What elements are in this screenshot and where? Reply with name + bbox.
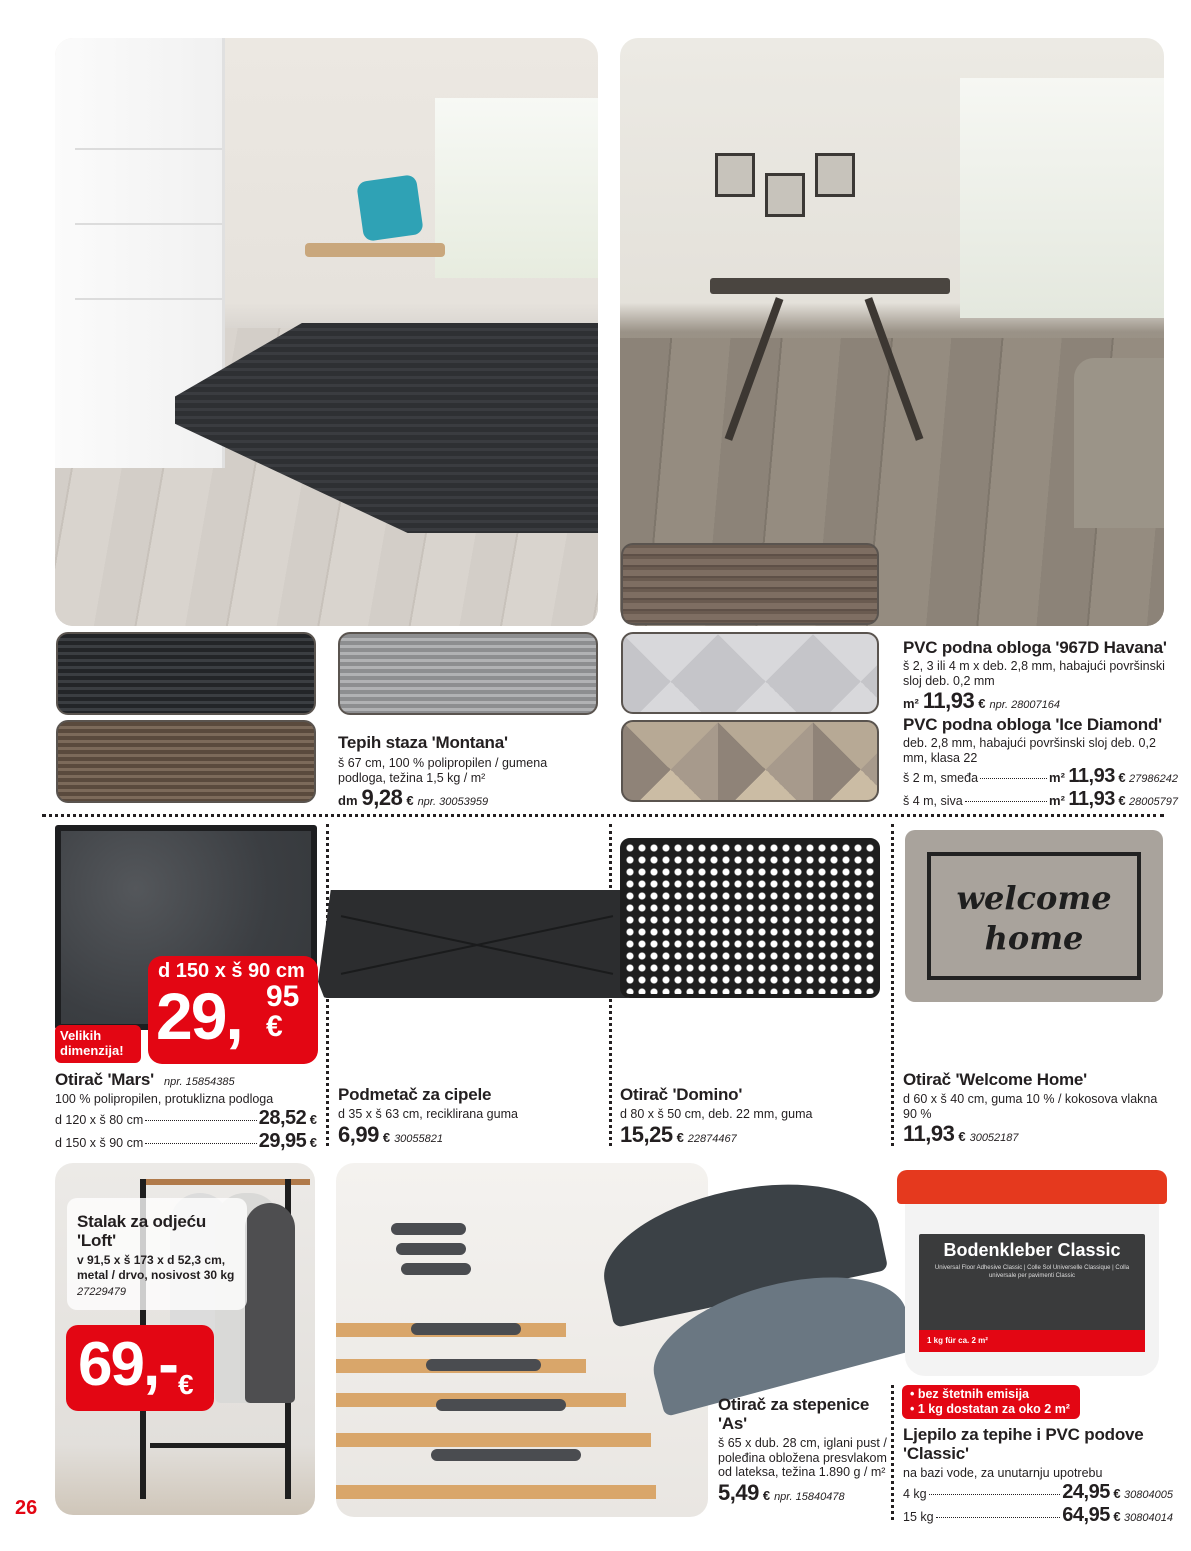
- product-desc: š 2, 3 ili 4 m x deb. 2,8 mm, habajući površinski sloj deb. 0,2 mm: [903, 659, 1165, 688]
- product-code: npr. 28007164: [989, 699, 1061, 711]
- mars-info: [55, 1070, 317, 1153]
- product-title: PVC podna obloga '967D Havana': [903, 638, 1167, 657]
- product-title: Otirač 'Domino': [620, 1085, 743, 1104]
- price-line: m² 11,93 € npr. 28007164: [903, 688, 1061, 713]
- product-desc: d 80 x š 50 cm, deb. 22 mm, guma: [620, 1107, 813, 1121]
- hallway-photo: [55, 38, 598, 626]
- wall-picture: [815, 153, 855, 197]
- product-code: npr. 30053959: [417, 796, 489, 808]
- loft-info: [67, 1198, 247, 1310]
- product-title: Ljepilo za tepihe i PVC podove 'Classic': [903, 1425, 1144, 1463]
- large-size-badge: Velikih dimenzija!: [55, 1025, 141, 1063]
- product-title: Otirač za stepenice 'As': [718, 1395, 870, 1433]
- product-title: Otirač 'Mars': [55, 1070, 155, 1089]
- product-desc: d 35 x š 63 cm, reciklirana guma: [338, 1107, 518, 1121]
- domino-mat-image: [620, 838, 880, 998]
- wall-picture: [715, 153, 755, 197]
- montana-info: [338, 733, 593, 811]
- price-line: dm 9,28 € npr. 30053959: [338, 785, 489, 810]
- price: 11,93: [903, 1121, 955, 1146]
- ice-diamond-swatch-grey: [621, 632, 879, 714]
- product-code: 27229479: [77, 1286, 126, 1298]
- price-badge-mars: d 150 x š 90 cm 29, 95 €: [148, 956, 318, 1064]
- product-title: Podmetač za cipele: [338, 1085, 492, 1104]
- product-desc: na bazi vode, za unutarnju upotrebu: [903, 1466, 1103, 1480]
- bucket-brand: Bodenkleber Classic: [943, 1240, 1121, 1260]
- price-badge-loft: 69,- €: [66, 1325, 214, 1411]
- bucket-lid: [897, 1170, 1167, 1204]
- product-desc: š 67 cm, 100 % polipropilen / gumena podloga, težina 1,5 kg / m²: [338, 756, 548, 785]
- domino-info: Otirač 'Domino' d 80 x š 50 cm, deb. 22 mm, guma 15,25 € 22874467: [620, 1085, 880, 1148]
- price: 5,49: [718, 1479, 759, 1505]
- divider: [42, 814, 1164, 817]
- product-desc: deb. 2,8 mm, habajući površinski sloj deb. 0,2 mm, klasa 22: [903, 736, 1156, 765]
- wooden-bench: [305, 243, 445, 257]
- price: 6,99: [338, 1121, 379, 1147]
- montana-swatch-black: [56, 632, 316, 715]
- product-desc: 100 % polipropilen, protuklizna podloga: [55, 1092, 274, 1106]
- price: 15,25: [620, 1121, 673, 1147]
- stair-mat-info: Otirač za stepenice 'As' š 65 x dub. 28 cm, iglani pust / poleđina obložena presvlakom od lateksa, težina 1.890 g / m² 5,49 € npr. 15840478: [718, 1395, 887, 1505]
- divider: [891, 1385, 894, 1520]
- shoe-tray-image: [318, 890, 636, 998]
- product-code: 30052187: [969, 1132, 1019, 1144]
- variant-row: d 150 x š 90 cm 29,95 €: [55, 1129, 317, 1152]
- variant-row: 4 kg 24,95 € 30804005: [903, 1480, 1173, 1503]
- window: [960, 78, 1164, 318]
- variant-row: 15 kg 64,95 € 30804014: [903, 1503, 1173, 1526]
- product-code: 30055821: [394, 1132, 444, 1145]
- dining-room-photo: [620, 38, 1164, 626]
- product-title: PVC podna obloga 'Ice Diamond': [903, 715, 1162, 734]
- welcome-home-info: Otirač 'Welcome Home' d 60 x š 40 cm, guma 10 % / kokosova vlakna 90 % 11,93 € 30052187: [903, 1070, 1168, 1147]
- mat-text: welcome home: [956, 879, 1112, 957]
- stairs-photo: [336, 1163, 708, 1517]
- price: 11,93: [922, 688, 975, 713]
- variant-row: š 2 m, smeđa m² 11,93 € 27986242: [903, 765, 1178, 787]
- shoe-tray-info: Podmetač za cipele d 35 x š 63 cm, reciklirana guma 6,99 € 30055821: [338, 1085, 598, 1148]
- pvc-info: [903, 638, 1178, 811]
- price: 9,28: [361, 785, 403, 810]
- window: [435, 98, 598, 278]
- ice-diamond-swatch-beige: [621, 720, 879, 802]
- variant-row: š 4 m, siva m² 11,93 € 28005797: [903, 788, 1178, 810]
- product-title: Tepih staza 'Montana': [338, 733, 508, 752]
- product-desc: v 91,5 x š 173 x d 52,3 cm, metal / drvo, nosivost 30 kg: [77, 1253, 235, 1282]
- product-title: Otirač 'Welcome Home': [903, 1070, 1088, 1089]
- eco-features-badge: • bez štetnih emisija • 1 kg dostatan za oko 2 m²: [902, 1385, 1080, 1419]
- product-code: 22874467: [687, 1132, 737, 1145]
- montana-swatch-brown: [56, 720, 316, 803]
- variant-row: d 120 x š 80 cm 28,52 €: [55, 1106, 317, 1129]
- teal-pillow: [356, 174, 424, 242]
- page-number: 26: [15, 1497, 38, 1519]
- adhesive-info: [903, 1425, 1173, 1527]
- sofa: [1074, 358, 1164, 528]
- montana-swatch-grey: [338, 632, 598, 715]
- product-title: Stalak za odjeću 'Loft': [77, 1212, 207, 1250]
- product-desc: d 60 x š 40 cm, guma 10 % / kokosova vlakna 90 %: [903, 1092, 1158, 1121]
- adhesive-bucket-image: Bodenkleber Classic Universal Floor Adhesive Classic | Colle Sol Universelle Classique | Colla universale per pavimenti Classic 1 kg für ca. 2 m²: [897, 1170, 1175, 1380]
- wall-picture: [765, 173, 805, 217]
- dining-table: [710, 278, 950, 294]
- product-code: npr. 15840478: [774, 1490, 845, 1503]
- divider: [891, 824, 894, 1146]
- product-desc: š 65 x dub. 28 cm, iglani pust / poleđina obložena presvlakom od lateksa, težina 1.890 g / m²: [718, 1436, 887, 1479]
- product-code: npr. 15854385: [164, 1076, 235, 1088]
- welcome-home-mat-image: [905, 830, 1163, 1002]
- havana-swatch: [621, 543, 879, 625]
